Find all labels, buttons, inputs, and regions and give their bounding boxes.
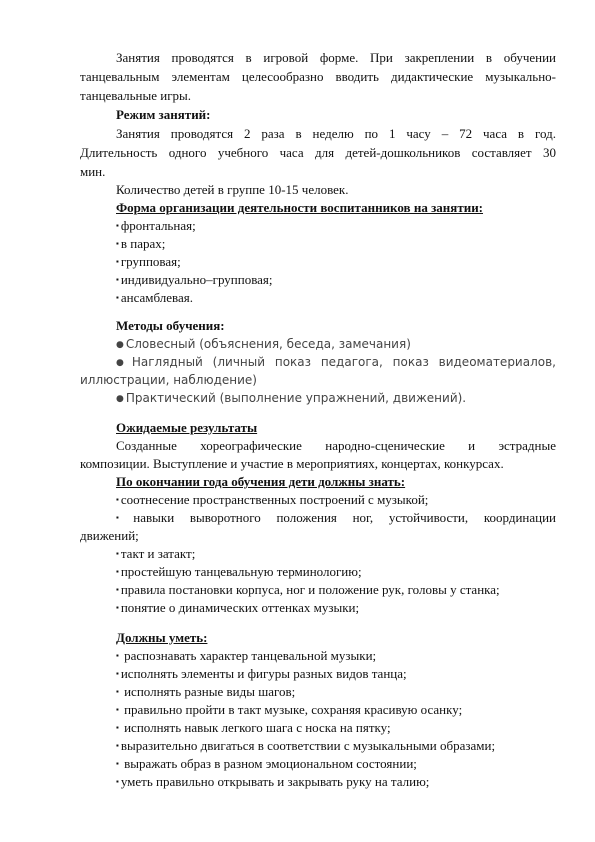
bullet-icon: ●	[116, 394, 124, 404]
paragraph-line: мин.	[80, 164, 106, 179]
bullet-icon: ▪	[116, 741, 119, 750]
bullet-icon: ▪	[116, 567, 119, 576]
list-item: ▪ простейшую танцевальную терминологию;	[116, 564, 362, 579]
list-item: ▪ исполнять навык легкого шага с носка на пятку;	[116, 720, 391, 735]
forms-heading: Форма организации деятельности воспитанников на занятии:	[116, 200, 484, 215]
paragraph-line: Длительность одного учебного часа для детей-дошкольников составляет 30	[80, 145, 556, 160]
list-item: ● Практический (выполнение упражнений, движений).	[116, 391, 467, 405]
list-item: ▪ индивидуально–групповая;	[116, 272, 273, 287]
paragraph-line: композиции. Выступление и участие в мероприятиях, концертах, конкурсах.	[80, 456, 504, 471]
paragraph-line: Занятия проводятся 2 раза в неделю по 1 часу – 72 часа в год.	[116, 126, 556, 141]
list-item-continuation: движений;	[80, 528, 139, 543]
list-item: ▪ исполнять разные виды шагов;	[116, 684, 296, 699]
list-item: ▪ правильно пройти в такт музыке, сохраняя красивую осанку;	[116, 702, 463, 717]
results-heading: Ожидаемые результаты	[116, 420, 258, 435]
list-item: ▪ выразительно двигаться в соответствии с музыкальными образами;	[116, 738, 496, 753]
bullet-icon: ▪	[116, 669, 119, 678]
paragraph-line: Занятия проводятся в игровой форме. При закреплении в обучении	[116, 50, 556, 65]
bullet-icon: ▪	[116, 705, 119, 714]
paragraph-line: Созданные хореографические народно-сценические и эстрадные	[116, 438, 556, 453]
paragraph-line: танцевальные игры.	[80, 88, 192, 103]
bullet-icon: ▪	[116, 723, 119, 732]
list-item-continuation: иллюстрации, наблюдение)	[80, 373, 257, 387]
list-item: ▪ в парах;	[116, 236, 166, 251]
bullet-icon: ▪	[116, 221, 119, 230]
list-item: ● Наглядный (личный показ педагога, показ видеоматериалов,	[116, 355, 556, 369]
list-item: ● Словесный (объяснения, беседа, замечания)	[116, 337, 411, 351]
bullet-icon: ▪	[116, 495, 119, 504]
bullet-icon: ▪	[116, 257, 119, 266]
bullet-icon: ▪	[116, 759, 119, 768]
bullet-icon: ●	[116, 358, 130, 368]
bullet-icon: ▪	[116, 603, 119, 612]
bullet-icon: ▪	[116, 513, 132, 522]
list-item: ▪ правила постановки корпуса, ног и положение рук, головы у станка;	[116, 582, 500, 597]
bullet-icon: ▪	[116, 687, 119, 696]
list-item: ▪ такт и затакт;	[116, 546, 196, 561]
list-item: ▪ выражать образ в разном эмоциональном состоянии;	[116, 756, 417, 771]
skills-heading: Должны уметь:	[116, 630, 208, 645]
list-item: ▪ соотнесение пространственных построений с музыкой;	[116, 492, 429, 507]
mode-heading: Режим занятий:	[116, 107, 211, 122]
list-item: ▪ понятие о динамических оттенках музыки;	[116, 600, 360, 615]
bullet-icon: ●	[116, 340, 124, 350]
list-item: ▪ исполнять элементы и фигуры разных видов танца;	[116, 666, 407, 681]
bullet-icon: ▪	[116, 651, 119, 660]
know-heading: По окончании года обучения дети должны знать:	[116, 474, 406, 489]
bullet-icon: ▪	[116, 275, 119, 284]
list-item: ▪ фронтальная;	[116, 218, 196, 233]
paragraph-line: танцевальным элементам целесообразно вводить дидактические музыкально-	[80, 69, 556, 84]
list-item: ▪ навыки выворотного положения ног, устойчивости, координации	[116, 510, 556, 525]
group-size-text: Количество детей в группе 10-15 человек.	[116, 182, 349, 197]
list-item: ▪ ансамблевая.	[116, 290, 194, 305]
list-item: ▪ групповая;	[116, 254, 181, 269]
list-item: ▪ уметь правильно открывать и закрывать руку на талию;	[116, 774, 430, 789]
bullet-icon: ▪	[116, 293, 119, 302]
methods-heading: Методы обучения:	[116, 318, 225, 333]
list-item: ▪ распознавать характер танцевальной музыки;	[116, 648, 377, 663]
bullet-icon: ▪	[116, 239, 119, 248]
bullet-icon: ▪	[116, 585, 119, 594]
bullet-icon: ▪	[116, 777, 119, 786]
bullet-icon: ▪	[116, 549, 119, 558]
